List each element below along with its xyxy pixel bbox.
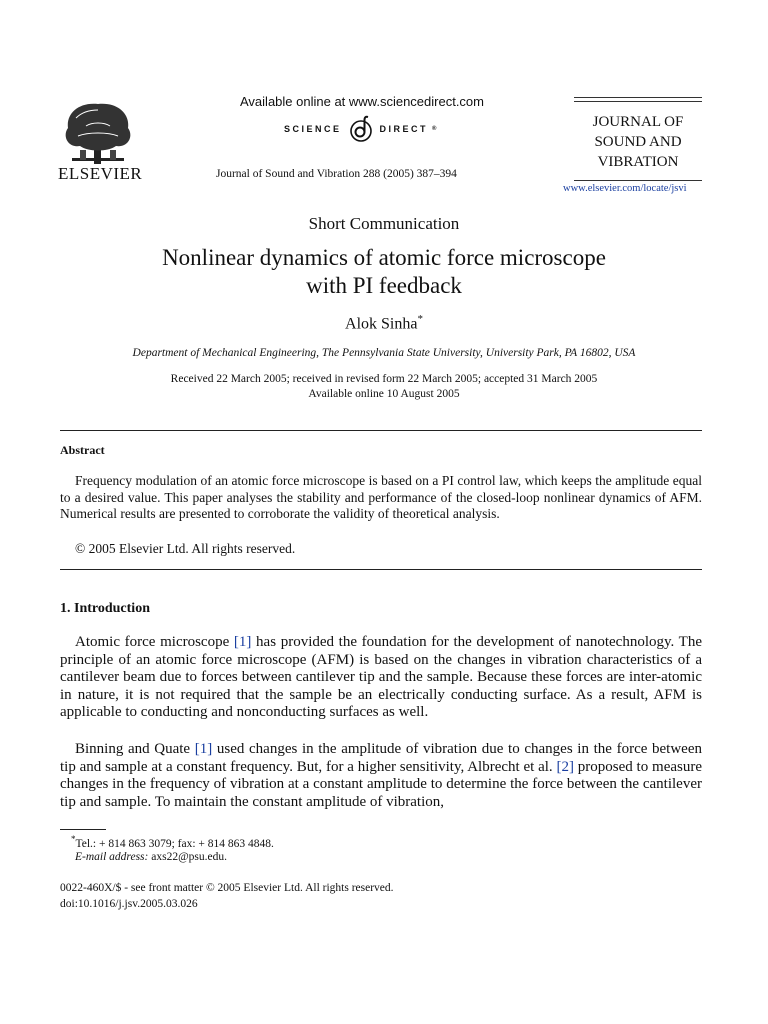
doi-line: doi:10.1016/j.jsv.2005.03.026 xyxy=(60,898,198,910)
intro-paragraph-1 xyxy=(60,634,702,722)
footnote-rule xyxy=(60,829,106,830)
section-heading-introduction: 1. Introduction xyxy=(60,601,150,616)
email-label: E-mail address: xyxy=(75,851,149,863)
p2-text-b: used changes in the amplitude of vibration due to changes in the force between tip and sample at a constant frequency. But, for a higher sensitivity, Albrecht et al. xyxy=(60,741,702,775)
reference-link-1b[interactable]: [1] xyxy=(194,741,213,757)
author-affiliation: Department of Mechanical Engineering, The Pennsylvania State University, University Park, PA 16802, USA xyxy=(132,347,636,359)
abstract-heading: Abstract xyxy=(60,443,105,457)
registered-icon: ® xyxy=(432,126,437,132)
author-name: Alok Sinha xyxy=(345,315,418,333)
sciencedirect-right-text: DIRECT xyxy=(379,124,429,134)
title-line1: Nonlinear dynamics of atomic force microscope xyxy=(162,245,606,270)
article-type: Short Communication xyxy=(308,214,460,233)
sciencedirect-d-icon xyxy=(346,114,376,144)
email-address[interactable]: axs22@psu.edu. xyxy=(148,851,227,863)
title-line2: with PI feedback xyxy=(306,273,462,298)
article-title xyxy=(0,244,768,300)
abstract-copyright: © 2005 Elsevier Ltd. All rights reserved. xyxy=(75,541,296,556)
journal-title-box xyxy=(574,97,702,181)
reference-link-1[interactable]: [1] xyxy=(233,634,252,650)
journal-title-line3: VIBRATION xyxy=(597,154,679,170)
sciencedirect-left-text: SCIENCE xyxy=(284,124,342,134)
reference-link-2[interactable]: [2] xyxy=(556,758,574,775)
available-online-text: Available online at www.sciencedirect.com xyxy=(240,94,484,109)
dates-received: Received 22 March 2005; received in revised form 22 March 2005; accepted 31 March 2005 xyxy=(170,373,598,385)
dates-available: Available online 10 August 2005 xyxy=(308,388,460,400)
p2-text-c: proposed to measure changes in the frequency of vibration at a constant amplitude to determine the force between the cantilever tip and sample. To maintain the constant amplitude of vibration, xyxy=(60,758,702,810)
p1-text-a: Atomic force microscope xyxy=(75,634,234,650)
issn-line: 0022-460X/$ - see front matter © 2005 Elsevier Ltd. All rights reserved. xyxy=(60,882,394,894)
sciencedirect-logo xyxy=(284,114,436,144)
journal-url-link[interactable]: www.elsevier.com/locate/jsvi xyxy=(563,183,687,194)
author-line xyxy=(0,313,768,333)
front-matter xyxy=(60,880,394,912)
p1-text-b: has provided the foundation for the development of nanotechnology. The principle of an atomic force microscope (AFM) is based on the changes in vibration characteristics of a cantilever beam due to forces between cantilever tip and the sample. Because these forces are inter-atomic in nature, it is not required that the sample be an electrically conducting surface. As a result, AFM is applicable to conducting and nonconducting surfaces as well. xyxy=(60,634,702,721)
footnote-email xyxy=(75,851,227,863)
journal-title-line2: SOUND AND xyxy=(594,134,682,150)
journal-title-line1: JOURNAL OF xyxy=(592,114,684,130)
abstract-bottom-rule xyxy=(60,569,702,570)
footnote-mark: * xyxy=(71,834,76,844)
abstract-text: Frequency modulation of an atomic force microscope is based on a PI control law, which keeps the amplitude equal to a desired value. This paper analyses the stability and performance of the closed-loop nonlinear dynamics of AFM. Numerical results are presented to corroborate the validity of theoretical analysis. xyxy=(60,473,702,521)
abstract-top-rule xyxy=(60,430,702,431)
article-dates xyxy=(0,372,768,402)
footnote-tel: Tel.: + 814 863 3079; fax: + 814 863 4848. xyxy=(75,837,274,850)
publisher-name: ELSEVIER xyxy=(58,164,143,183)
footnote-contact xyxy=(71,834,274,850)
author-footnote-mark[interactable]: * xyxy=(417,313,423,325)
intro-paragraph-2 xyxy=(60,741,702,811)
journal-citation: Journal of Sound and Vibration 288 (2005) 387–394 xyxy=(216,168,457,180)
p2-text-a: Binning and Quate xyxy=(75,741,195,757)
tree-icon xyxy=(58,96,138,170)
